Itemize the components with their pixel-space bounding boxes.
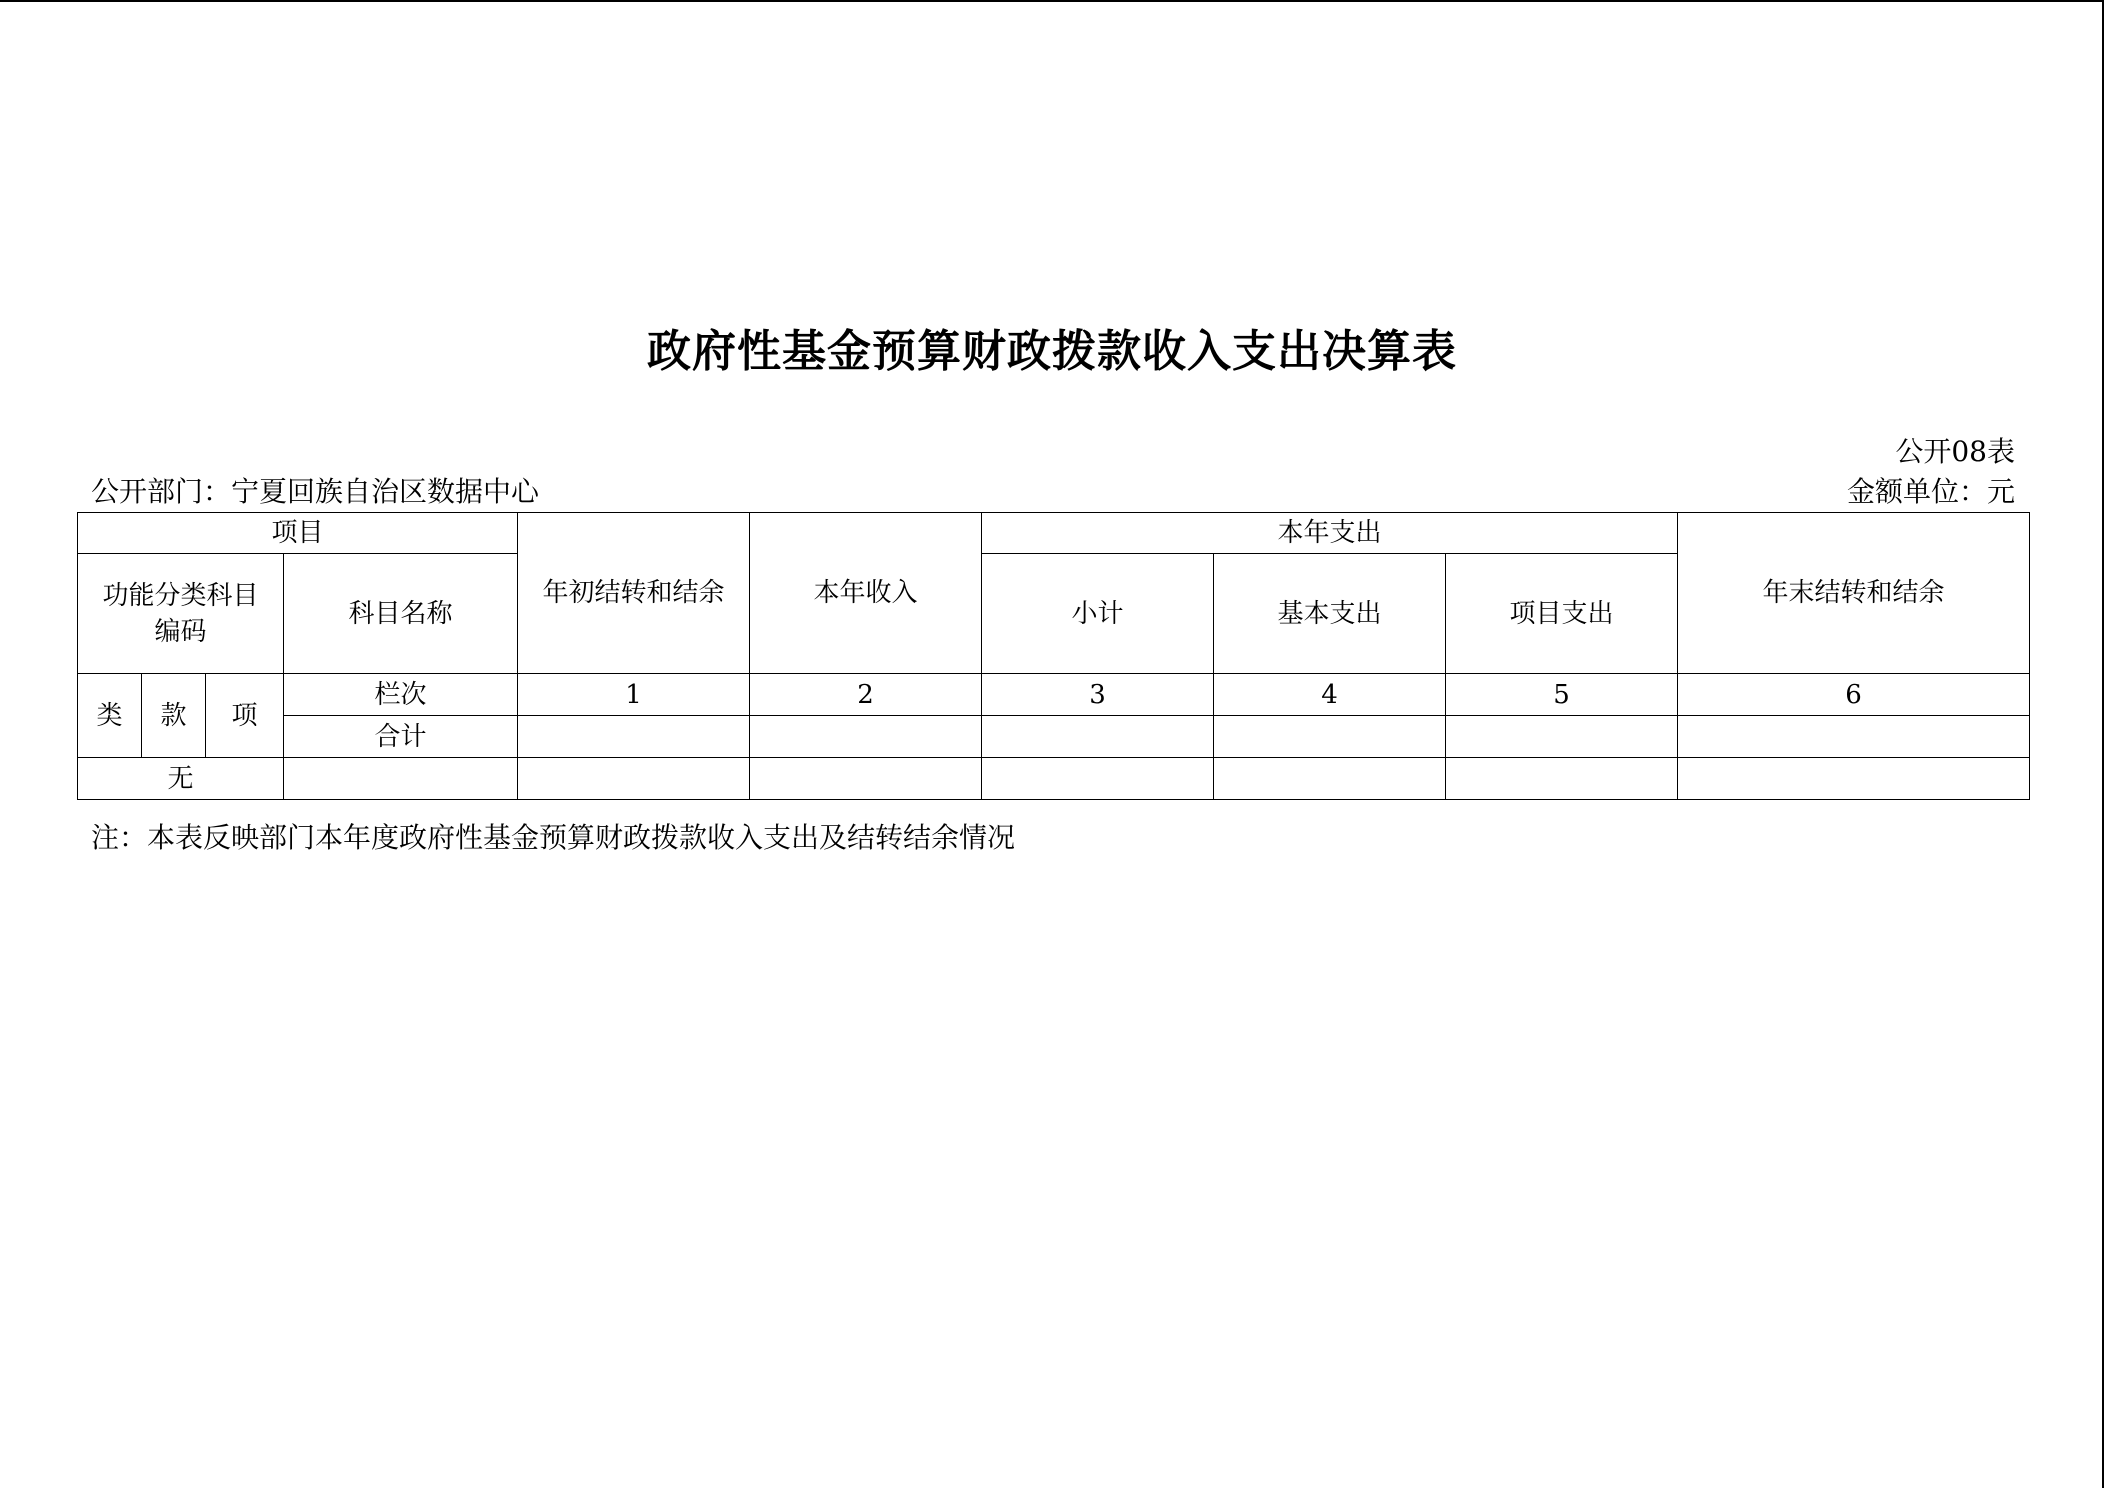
data-subject-name (284, 758, 518, 800)
code-xiang: 项 (206, 674, 284, 758)
column-index-3: 3 (982, 674, 1214, 716)
table-note: 注：本表反映部门本年度政府性基金预算财政拨款收入支出及结转结余情况 (91, 821, 1016, 854)
total-label: 合计 (284, 716, 518, 758)
currency-unit-label: 金额单位：元 (1846, 475, 2015, 508)
data-cell-3 (982, 758, 1214, 800)
header-income: 本年收入 (750, 513, 982, 674)
column-index-label: 栏次 (284, 674, 518, 716)
total-cell-1 (518, 716, 750, 758)
header-subject-name: 科目名称 (284, 554, 518, 674)
budget-table (77, 512, 2030, 800)
data-row (78, 758, 2030, 800)
total-cell-6 (1678, 716, 2030, 758)
header-subtotal: 小计 (982, 554, 1214, 674)
form-code: 公开08表 (1895, 435, 2015, 468)
data-cell-6 (1678, 758, 2030, 800)
column-index-6: 6 (1678, 674, 2030, 716)
column-index-5: 5 (1446, 674, 1678, 716)
document-title: 政府性基金预算财政拨款收入支出决算表 (647, 326, 1457, 377)
total-row (78, 716, 2030, 758)
header-row-1 (78, 513, 2030, 554)
header-expenditure: 本年支出 (982, 513, 1678, 554)
data-cell-1 (518, 758, 750, 800)
column-index-2: 2 (750, 674, 982, 716)
total-cell-2 (750, 716, 982, 758)
total-cell-4 (1214, 716, 1446, 758)
header-opening-balance: 年初结转和结余 (518, 513, 750, 674)
code-kuan: 款 (142, 674, 206, 758)
data-cell-2 (750, 758, 982, 800)
data-code: 无 (78, 758, 284, 800)
header-closing-balance: 年末结转和结余 (1678, 513, 2030, 674)
total-cell-5 (1446, 716, 1678, 758)
total-cell-3 (982, 716, 1214, 758)
header-project-expenditure: 项目支出 (1446, 554, 1678, 674)
header-project: 项目 (78, 513, 518, 554)
column-index-4: 4 (1214, 674, 1446, 716)
data-cell-5 (1446, 758, 1678, 800)
data-cell-4 (1214, 758, 1446, 800)
column-index-1: 1 (518, 674, 750, 716)
header-basic-expenditure: 基本支出 (1214, 554, 1446, 674)
code-lei: 类 (78, 674, 142, 758)
header-code: 功能分类科目编码 (78, 554, 284, 674)
department-label: 公开部门：宁夏回族自治区数据中心 (91, 475, 540, 508)
column-index-row (78, 674, 2030, 716)
